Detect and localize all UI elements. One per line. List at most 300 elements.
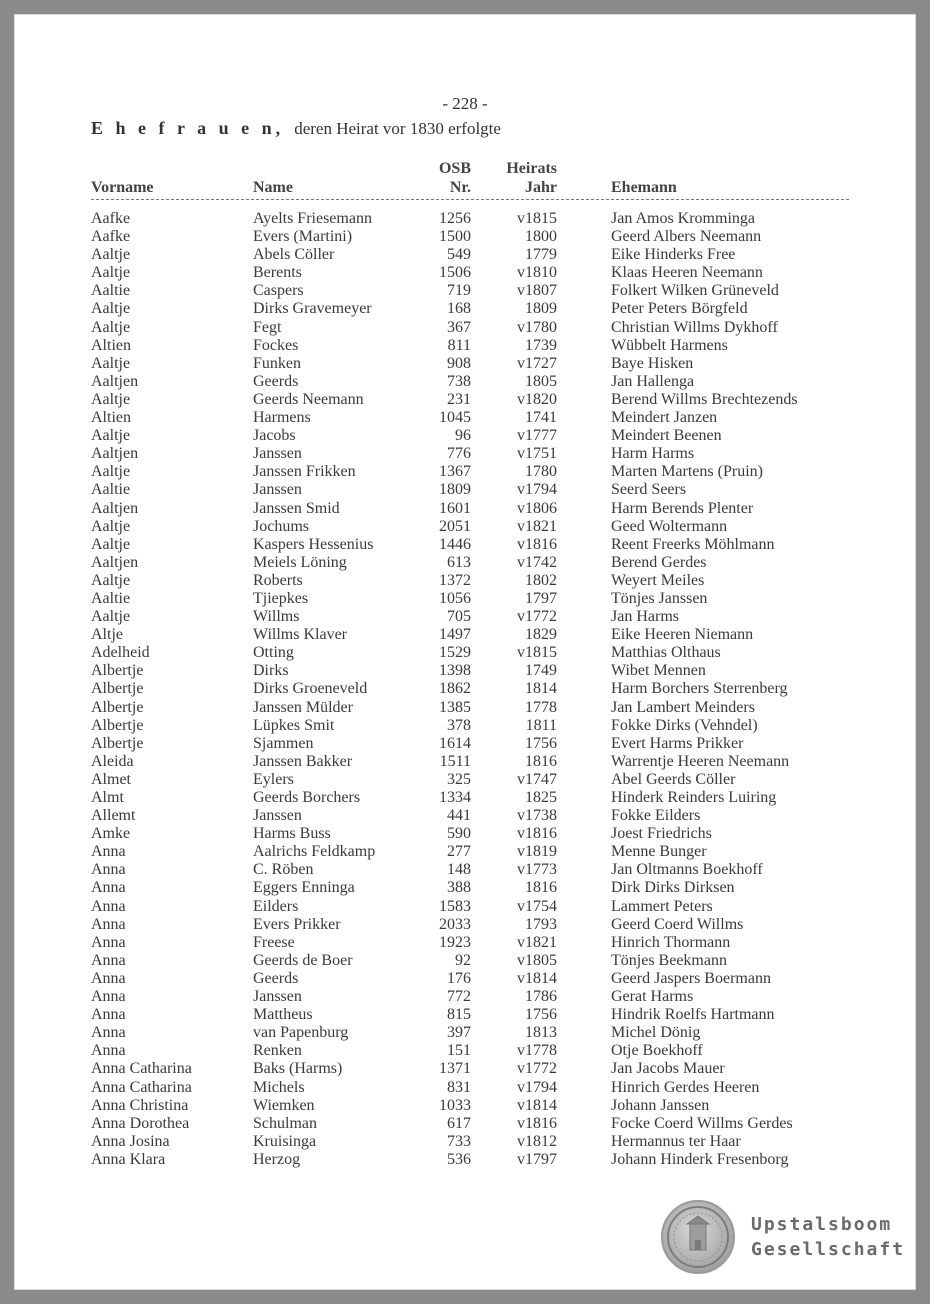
cell-name: Herzog — [253, 1150, 301, 1168]
cell-osb-nr: 325 — [447, 770, 471, 788]
table-row — [91, 554, 871, 572]
cell-vorname: Aaltje — [91, 390, 131, 408]
cell-osb-nr: 1367 — [439, 463, 471, 481]
logo-text — [751, 1212, 905, 1262]
cell-osb-nr: 367 — [447, 318, 471, 336]
cell-heirats-jahr: 1814 — [525, 680, 557, 698]
cell-ehemann: Otje Boekhoff — [611, 1042, 703, 1060]
cell-heirats-jahr: v1805 — [517, 951, 557, 969]
cell-osb-nr: 176 — [447, 969, 471, 987]
cell-osb-nr: 231 — [447, 390, 471, 408]
cell-name: Otting — [253, 644, 294, 662]
cell-name: Dirks Groeneveld — [253, 680, 368, 698]
cell-name: Janssen Mülder — [253, 698, 353, 716]
cell-name: Lüpkes Smit — [253, 716, 335, 734]
cell-name: Schulman — [253, 1114, 317, 1132]
cell-osb-nr: 590 — [447, 825, 471, 843]
header-ehemann: Ehemann — [611, 179, 677, 196]
cell-heirats-jahr: v1819 — [517, 843, 557, 861]
cell-name: Geerds Neemann — [253, 390, 364, 408]
cell-vorname: Aaltie — [91, 481, 131, 499]
cell-vorname: Anna — [91, 933, 126, 951]
cell-vorname: Anna — [91, 897, 126, 915]
cell-vorname: Anna — [91, 843, 126, 861]
cell-vorname: Aafke — [91, 228, 131, 246]
table-row — [91, 898, 871, 916]
cell-name: Eilders — [253, 897, 299, 915]
table-row — [91, 536, 871, 554]
cell-name: Evers (Martini) — [253, 228, 353, 246]
cell-vorname: Anna Christina — [91, 1096, 189, 1114]
cell-vorname: Anna — [91, 1006, 126, 1024]
cell-ehemann: Tönjes Beekmann — [611, 951, 727, 969]
society-logo — [661, 1200, 905, 1274]
cell-heirats-jahr: 1816 — [525, 879, 557, 897]
cell-osb-nr: 831 — [447, 1078, 471, 1096]
cell-vorname: Aaltje — [91, 354, 131, 372]
cell-name: Geerds de Boer — [253, 951, 353, 969]
cell-heirats-jahr: v1777 — [517, 427, 557, 445]
cell-ehemann: Fokke Eilders — [611, 807, 701, 825]
cell-vorname: Aaltje — [91, 463, 131, 481]
table-row — [91, 843, 871, 861]
table-row — [91, 1115, 871, 1133]
table-row — [91, 916, 871, 934]
cell-vorname: Anna — [91, 988, 126, 1006]
cell-name: Geerds — [253, 969, 299, 987]
header-name: Name — [253, 179, 293, 196]
cell-ehemann: Geerd Coerd Willms — [611, 915, 744, 933]
table-row — [91, 463, 871, 481]
cell-osb-nr: 277 — [447, 843, 471, 861]
cell-name: Aalrichs Feldkamp — [253, 843, 376, 861]
table-row — [91, 1097, 871, 1115]
cell-vorname: Anna — [91, 1042, 126, 1060]
cell-name: Meiels Löning — [253, 553, 347, 571]
table-row — [91, 264, 871, 282]
cell-vorname: Aaltje — [91, 535, 131, 553]
cell-heirats-jahr: v1794 — [517, 481, 557, 499]
cell-vorname: Aaltjen — [91, 553, 139, 571]
table-row — [91, 988, 871, 1006]
cell-vorname: Anna Dorothea — [91, 1114, 190, 1132]
cell-vorname: Allemt — [91, 807, 136, 825]
cell-name: Dirks — [253, 662, 289, 680]
cell-osb-nr: 1045 — [439, 409, 471, 427]
cell-vorname: Almt — [91, 789, 124, 806]
cell-heirats-jahr: v1810 — [517, 264, 557, 282]
cell-ehemann: Tönjes Janssen — [611, 589, 708, 607]
table-row — [91, 282, 871, 300]
cell-vorname: Aaltje — [91, 264, 131, 282]
cell-ehemann: Hinderk Reinders Luiring — [611, 789, 777, 806]
table-row — [91, 500, 871, 518]
table-row — [91, 680, 871, 698]
cell-osb-nr: 1511 — [439, 752, 471, 770]
cell-vorname: Altien — [91, 409, 131, 427]
table-row — [91, 1006, 871, 1024]
cell-osb-nr: 1500 — [439, 228, 471, 246]
cell-ehemann: Geerd Jaspers Boermann — [611, 969, 771, 987]
table-row — [91, 373, 871, 391]
cell-heirats-jahr: v1816 — [517, 1114, 557, 1132]
cell-name: Roberts — [253, 571, 303, 589]
cell-osb-nr: 1614 — [439, 734, 471, 752]
cell-ehemann: Dirk Dirks Dirksen — [611, 879, 735, 897]
cell-name: Harms Buss — [253, 825, 331, 843]
cell-ehemann: Joest Friedrichs — [611, 825, 712, 843]
cell-heirats-jahr: 1813 — [525, 1024, 557, 1042]
cell-ehemann: Jan Hallenga — [611, 372, 695, 390]
cell-osb-nr: 613 — [447, 553, 471, 571]
cell-osb-nr: 815 — [447, 1006, 471, 1024]
cell-osb-nr: 441 — [447, 807, 471, 825]
table-row — [91, 518, 871, 536]
cell-vorname: Aafke — [91, 210, 131, 227]
cell-heirats-jahr: v1772 — [517, 1060, 557, 1078]
cell-osb-nr: 1506 — [439, 264, 471, 282]
table-row — [91, 409, 871, 427]
cell-heirats-jahr: v1814 — [517, 969, 557, 987]
cell-name: Freese — [253, 933, 295, 951]
table-row — [91, 300, 871, 318]
cell-name: Fockes — [253, 336, 299, 354]
seal-icon — [661, 1200, 735, 1274]
cell-name: Janssen Frikken — [253, 463, 356, 481]
cell-name: Eggers Enninga — [253, 879, 355, 897]
cell-ehemann: Baye Hisken — [611, 354, 694, 372]
table-row — [91, 717, 871, 735]
cell-name: Eylers — [253, 770, 294, 788]
cell-vorname: Albertje — [91, 698, 144, 716]
cell-ehemann: Jan Amos Kromminga — [611, 210, 755, 227]
cell-ehemann: Meindert Janzen — [611, 409, 718, 427]
cell-heirats-jahr: v1806 — [517, 499, 557, 517]
cell-osb-nr: 2033 — [439, 915, 471, 933]
cell-osb-nr: 1256 — [439, 210, 471, 227]
marriage-table — [91, 210, 871, 1169]
cell-ehemann: Harm Berends Plenter — [611, 499, 754, 517]
cell-vorname: Aleida — [91, 752, 134, 770]
table-row — [91, 970, 871, 988]
cell-osb-nr: 776 — [447, 445, 471, 463]
cell-name: Jacobs — [253, 427, 296, 445]
cell-osb-nr: 617 — [447, 1114, 471, 1132]
cell-name: Janssen Bakker — [253, 752, 353, 770]
cell-ehemann: Jan Harms — [611, 608, 679, 626]
table-row — [91, 771, 871, 789]
cell-ehemann: Abel Geerds Cöller — [611, 770, 736, 788]
cell-ehemann: Jan Oltmanns Boekhoff — [611, 861, 763, 879]
table-row — [91, 228, 871, 246]
cell-osb-nr: 908 — [447, 354, 471, 372]
table-row — [91, 753, 871, 771]
cell-osb-nr: 168 — [447, 300, 471, 318]
cell-heirats-jahr: v1747 — [517, 770, 557, 788]
cell-heirats-jahr: v1816 — [517, 825, 557, 843]
cell-ehemann: Eike Heeren Niemann — [611, 626, 754, 644]
cell-ehemann: Geed Woltermann — [611, 517, 728, 535]
cell-vorname: Anna Catharina — [91, 1060, 192, 1078]
cell-name: Janssen — [253, 445, 302, 463]
cell-ehemann: Wübbelt Harmens — [611, 336, 728, 354]
cell-osb-nr: 1583 — [439, 897, 471, 915]
cell-vorname: Aaltje — [91, 300, 131, 318]
cell-vorname: Altje — [91, 626, 123, 644]
cell-ehemann: Fokke Dirks (Vehndel) — [611, 716, 758, 734]
table-row — [91, 1024, 871, 1042]
table-row — [91, 879, 871, 897]
cell-name: Janssen — [253, 807, 302, 825]
cell-heirats-jahr: v1812 — [517, 1132, 557, 1150]
cell-heirats-jahr: v1742 — [517, 553, 557, 571]
cell-name: van Papenburg — [253, 1024, 349, 1042]
cell-ehemann: Folkert Wilken Grüneveld — [611, 282, 779, 300]
cell-name: Harmens — [253, 409, 311, 427]
cell-name: Funken — [253, 354, 301, 372]
cell-name: Geerds Borchers — [253, 789, 361, 806]
cell-ehemann: Warrentje Heeren Neemann — [611, 752, 790, 770]
cell-heirats-jahr: 1797 — [525, 589, 557, 607]
table-row — [91, 1079, 871, 1097]
cell-heirats-jahr: 1800 — [525, 228, 557, 246]
table-row — [91, 934, 871, 952]
cell-heirats-jahr: v1821 — [517, 933, 557, 951]
table-row — [91, 807, 871, 825]
cell-ehemann: Peter Peters Börgfeld — [611, 300, 748, 318]
cell-heirats-jahr: v1727 — [517, 354, 557, 372]
cell-ehemann: Harm Harms — [611, 445, 695, 463]
cell-osb-nr: 549 — [447, 246, 471, 264]
cell-osb-nr: 148 — [447, 861, 471, 879]
table-row — [91, 590, 871, 608]
cell-heirats-jahr: v1738 — [517, 807, 557, 825]
cell-vorname: Albertje — [91, 662, 144, 680]
cell-name: Ayelts Friesemann — [253, 210, 372, 227]
table-row — [91, 481, 871, 499]
table-row — [91, 699, 871, 717]
cell-osb-nr: 1334 — [439, 789, 471, 806]
cell-ehemann: Berend Willms Brechtezends — [611, 390, 798, 408]
cell-ehemann: Michel Dönig — [611, 1024, 701, 1042]
cell-heirats-jahr: 1805 — [525, 372, 557, 390]
cell-heirats-jahr: v1816 — [517, 535, 557, 553]
cell-heirats-jahr: 1741 — [525, 409, 557, 427]
cell-heirats-jahr: 1778 — [525, 698, 557, 716]
table-row — [91, 445, 871, 463]
cell-ehemann: Hinrich Gerdes Heeren — [611, 1078, 760, 1096]
cell-ehemann: Seerd Seers — [611, 481, 687, 499]
cell-vorname: Aaltje — [91, 427, 131, 445]
cell-vorname: Anna — [91, 879, 126, 897]
cell-name: Mattheus — [253, 1006, 313, 1024]
cell-vorname: Albertje — [91, 680, 144, 698]
heading-title: E h e f r a u e n, — [91, 118, 285, 138]
cell-name: Kruisinga — [253, 1132, 317, 1150]
cell-name: Caspers — [253, 282, 304, 300]
cell-ehemann: Johann Hinderk Fresenborg — [611, 1150, 789, 1168]
cell-osb-nr: 1385 — [439, 698, 471, 716]
cell-heirats-jahr: 1825 — [525, 789, 557, 806]
header-divider — [91, 199, 849, 200]
cell-name: Berents — [253, 264, 302, 282]
cell-name: Tjiepkes — [253, 589, 309, 607]
cell-ehemann: Jan Lambert Meinders — [611, 698, 755, 716]
header-jahr-bottom: Jahr — [525, 179, 557, 196]
cell-vorname: Albertje — [91, 734, 144, 752]
cell-name: Renken — [253, 1042, 302, 1060]
cell-name: Willms — [253, 608, 300, 626]
cell-vorname: Anna — [91, 969, 126, 987]
cell-vorname: Aaltje — [91, 608, 131, 626]
cell-vorname: Albertje — [91, 716, 144, 734]
cell-vorname: Anna — [91, 915, 126, 933]
cell-name: Willms Klaver — [253, 626, 347, 644]
logo-line-2: Gesellschaft — [751, 1239, 906, 1260]
cell-vorname: Aaltjen — [91, 372, 139, 390]
cell-heirats-jahr: v1815 — [517, 644, 557, 662]
cell-heirats-jahr: 1802 — [525, 571, 557, 589]
cell-vorname: Aaltje — [91, 246, 131, 264]
cell-osb-nr: 388 — [447, 879, 471, 897]
cell-osb-nr: 1371 — [439, 1060, 471, 1078]
cell-heirats-jahr: 1749 — [525, 662, 557, 680]
cell-name: Janssen Smid — [253, 499, 340, 517]
cell-osb-nr: 1372 — [439, 571, 471, 589]
cell-ehemann: Geerd Albers Neemann — [611, 228, 762, 246]
cell-ehemann: Meindert Beenen — [611, 427, 722, 445]
cell-heirats-jahr: v1794 — [517, 1078, 557, 1096]
cell-osb-nr: 151 — [447, 1042, 471, 1060]
cell-heirats-jahr: v1815 — [517, 210, 557, 227]
cell-heirats-jahr: 1829 — [525, 626, 557, 644]
cell-osb-nr: 811 — [447, 336, 471, 354]
table-row — [91, 391, 871, 409]
cell-ehemann: Evert Harms Prikker — [611, 734, 744, 752]
cell-name: Michels — [253, 1078, 305, 1096]
cell-name: Fegt — [253, 318, 282, 336]
cell-osb-nr: 738 — [447, 372, 471, 390]
cell-vorname: Aaltie — [91, 282, 131, 300]
cell-osb-nr: 1862 — [439, 680, 471, 698]
cell-osb-nr: 1398 — [439, 662, 471, 680]
cell-ehemann: Marten Martens (Pruin) — [611, 463, 763, 481]
table-row — [91, 735, 871, 753]
table-row — [91, 608, 871, 626]
cell-heirats-jahr: v1772 — [517, 608, 557, 626]
cell-vorname: Anna — [91, 951, 126, 969]
table-row — [91, 644, 871, 662]
cell-ehemann: Gerat Harms — [611, 988, 694, 1006]
table-row — [91, 662, 871, 680]
header-jahr-top: Heirats — [506, 160, 557, 177]
cell-vorname: Anna — [91, 861, 126, 879]
cell-ehemann: Hindrik Roelfs Hartmann — [611, 1006, 775, 1024]
table-row — [91, 210, 871, 228]
table-row — [91, 861, 871, 879]
cell-heirats-jahr: 1809 — [525, 300, 557, 318]
table-row — [91, 246, 871, 264]
cell-osb-nr: 92 — [455, 951, 471, 969]
table-row — [91, 626, 871, 644]
cell-vorname: Aaltjen — [91, 499, 139, 517]
table-row — [91, 1151, 871, 1169]
header-osb-top: OSB — [438, 160, 471, 177]
cell-osb-nr: 96 — [455, 427, 471, 445]
cell-vorname: Aaltjen — [91, 445, 139, 463]
cell-ehemann: Matthias Olthaus — [611, 644, 721, 662]
cell-heirats-jahr: v1820 — [517, 390, 557, 408]
cell-name: Evers Prikker — [253, 915, 341, 933]
cell-vorname: Aaltje — [91, 571, 131, 589]
cell-heirats-jahr: 1780 — [525, 463, 557, 481]
table-row — [91, 572, 871, 590]
cell-osb-nr: 1497 — [439, 626, 471, 644]
table-row — [91, 952, 871, 970]
cell-ehemann: Jan Jacobs Mauer — [611, 1060, 725, 1078]
cell-vorname: Altien — [91, 336, 131, 354]
logo-line-1: Upstalsboom — [751, 1214, 893, 1235]
cell-heirats-jahr: 1739 — [525, 336, 557, 354]
cell-name: Jochums — [253, 517, 309, 535]
cell-heirats-jahr: v1797 — [517, 1150, 557, 1168]
cell-heirats-jahr: v1814 — [517, 1096, 557, 1114]
cell-ehemann: Reent Freerks Möhlmann — [611, 535, 775, 553]
cell-ehemann: Weyert Meiles — [611, 571, 705, 589]
cell-name: Baks (Harms) — [253, 1060, 343, 1078]
cell-vorname: Anna Josina — [91, 1132, 170, 1150]
table-row — [91, 1042, 871, 1060]
cell-ehemann: Focke Coerd Willms Gerdes — [611, 1114, 793, 1132]
page-number: - 228 - — [442, 94, 488, 113]
cell-vorname: Anna — [91, 1024, 126, 1042]
table-row — [91, 337, 871, 355]
cell-heirats-jahr: 1811 — [525, 716, 557, 734]
cell-heirats-jahr: v1780 — [517, 318, 557, 336]
cell-osb-nr: 772 — [447, 988, 471, 1006]
cell-name: Dirks Gravemeyer — [253, 300, 372, 318]
cell-osb-nr: 1923 — [439, 933, 471, 951]
document-page — [14, 14, 916, 1290]
cell-name: Geerds — [253, 372, 299, 390]
cell-name: Wiemken — [253, 1096, 315, 1114]
cell-vorname: Almet — [91, 770, 131, 788]
cell-name: Janssen — [253, 481, 302, 499]
cell-heirats-jahr: 1786 — [525, 988, 557, 1006]
cell-ehemann: Harm Borchers Sterrenberg — [611, 680, 788, 698]
cell-name: Kaspers Hessenius — [253, 535, 374, 553]
cell-osb-nr: 1529 — [439, 644, 471, 662]
cell-vorname: Aaltje — [91, 318, 131, 336]
cell-heirats-jahr: v1751 — [517, 445, 557, 463]
cell-osb-nr: 1809 — [439, 481, 471, 499]
cell-osb-nr: 397 — [447, 1024, 471, 1042]
cell-vorname: Adelheid — [91, 644, 150, 662]
cell-osb-nr: 378 — [447, 716, 471, 734]
cell-vorname: Anna Klara — [91, 1150, 166, 1168]
cell-heirats-jahr: v1778 — [517, 1042, 557, 1060]
cell-heirats-jahr: v1754 — [517, 897, 557, 915]
cell-vorname: Aaltje — [91, 517, 131, 535]
header-vorname: Vorname — [91, 179, 154, 196]
cell-osb-nr: 1033 — [439, 1096, 471, 1114]
cell-name: Sjammen — [253, 734, 314, 752]
cell-name: C. Röben — [253, 861, 314, 879]
cell-osb-nr: 1601 — [439, 499, 471, 517]
table-row — [91, 355, 871, 373]
table-row — [91, 319, 871, 337]
cell-osb-nr: 719 — [447, 282, 471, 300]
